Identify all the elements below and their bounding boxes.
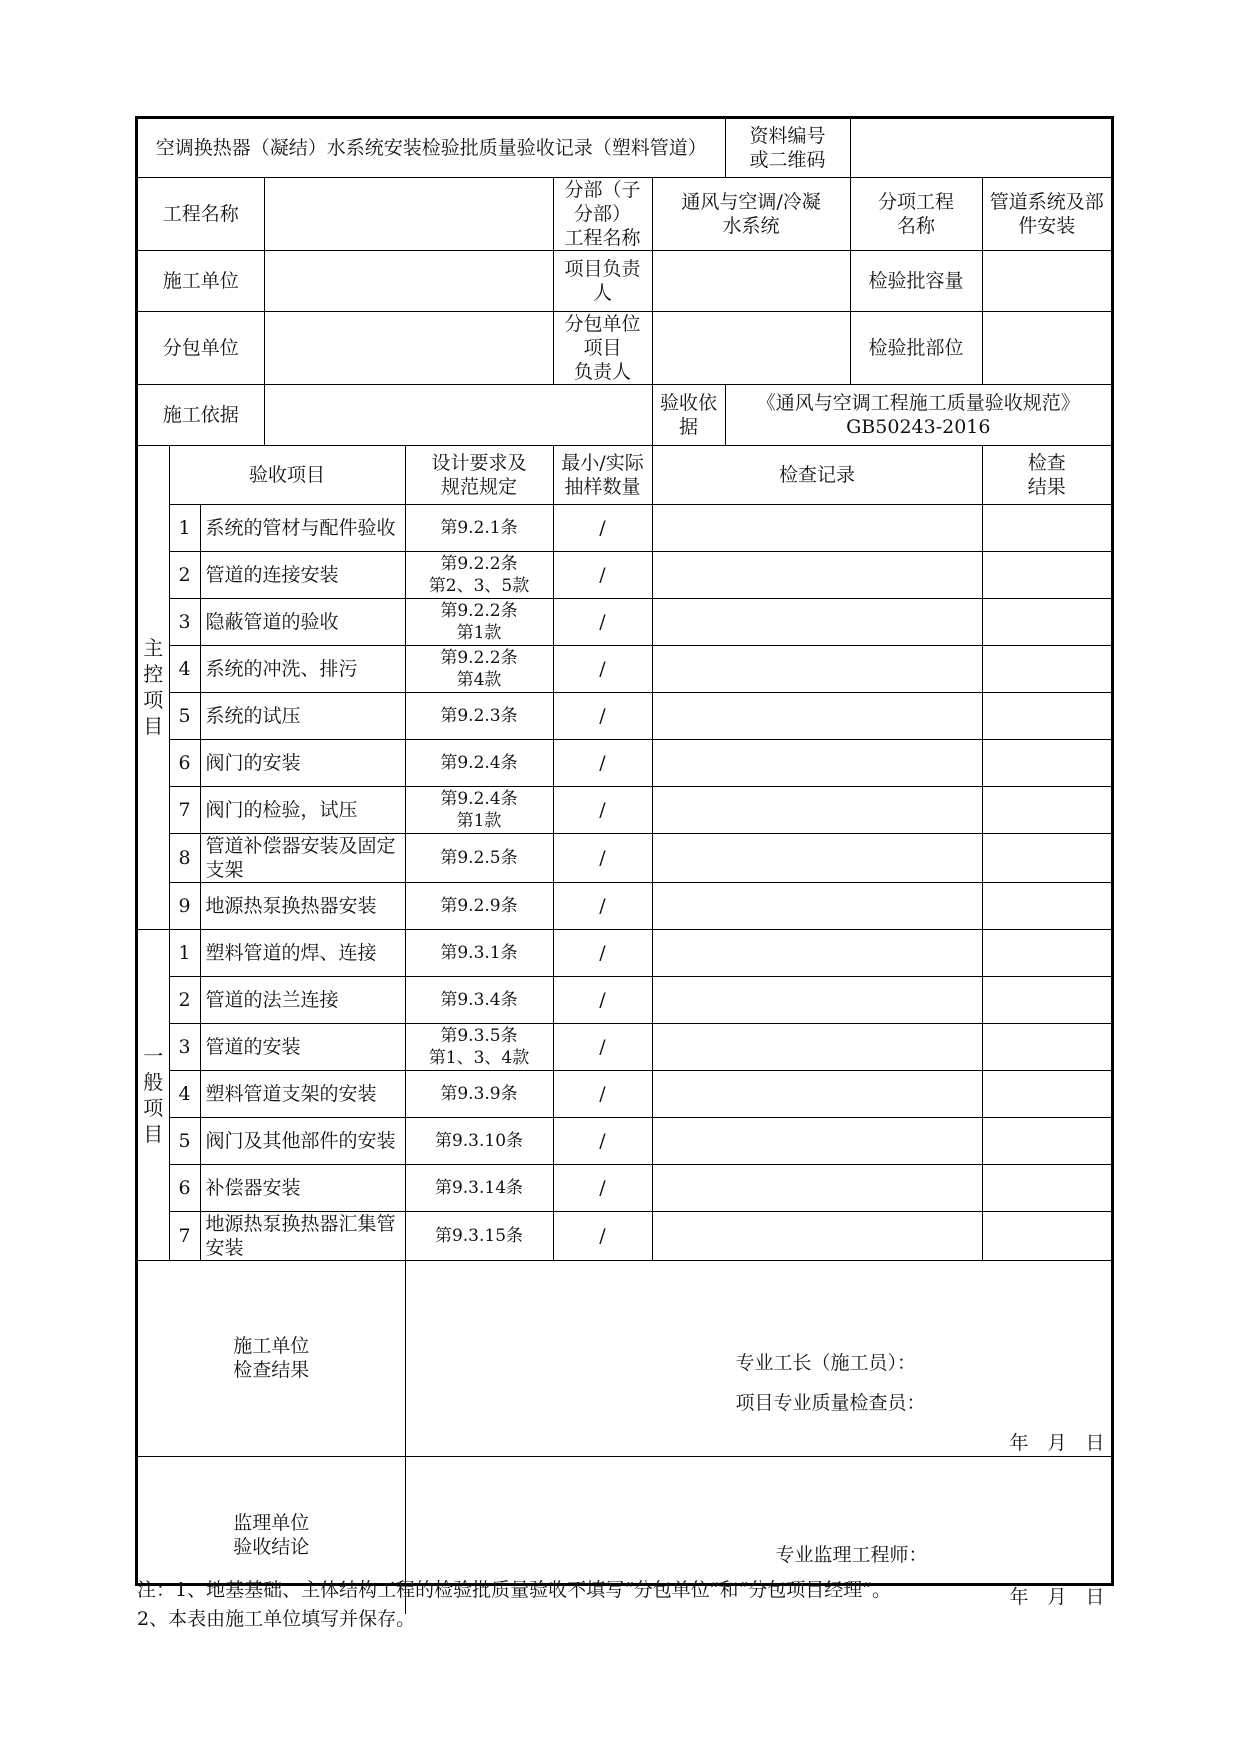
pm-field[interactable]	[652, 250, 850, 311]
table-row	[138, 1023, 1111, 1070]
acceptance-basis-value: 《通风与空调工程施工质量验收规范》 GB50243-2016	[725, 384, 1111, 445]
item-name: 系统的冲洗、排污	[200, 645, 405, 692]
item-clause: 第9.3.1条	[405, 929, 553, 976]
item-clause: 第9.2.5条	[405, 833, 553, 882]
item-record-field[interactable]	[652, 551, 982, 598]
item-clause: 第9.2.9条	[405, 882, 553, 929]
item-record-field[interactable]	[652, 739, 982, 786]
project-name-label: 工程名称	[138, 177, 264, 250]
sub-pm-label: 分包单位项目 负责人	[553, 311, 652, 384]
item-result-field[interactable]	[982, 1211, 1111, 1260]
table-row	[138, 1070, 1111, 1117]
item-result-field[interactable]	[982, 976, 1111, 1023]
main-items-label: 主 控 项 目	[138, 445, 169, 929]
batch-capacity-field[interactable]	[982, 250, 1111, 311]
item-record-field[interactable]	[652, 1117, 982, 1164]
item-result-field[interactable]	[982, 929, 1111, 976]
item-number: 3	[169, 598, 200, 645]
table-row	[138, 739, 1111, 786]
col-sample-header: 最小/实际 抽样数量	[553, 445, 652, 504]
item-sample: /	[553, 645, 652, 692]
table-row	[138, 1164, 1111, 1211]
item-name: 隐蔽管道的验收	[200, 598, 405, 645]
item-clause: 第9.2.4条 第1款	[405, 786, 553, 833]
item-sample: /	[553, 833, 652, 882]
item-clause: 第9.3.14条	[405, 1164, 553, 1211]
item-record-field[interactable]	[652, 504, 982, 551]
form-title: 空调换热器（凝结）水系统安装检验批质量验收记录（塑料管道）	[138, 119, 725, 177]
item-name: 管道补偿器安装及固定支架	[200, 833, 405, 882]
col-requirement-header: 设计要求及 规范规定	[405, 445, 553, 504]
item-name: 管道的安装	[200, 1023, 405, 1070]
table-row	[138, 833, 1111, 882]
form-table	[138, 119, 1111, 1614]
acceptance-basis-label: 验收依据	[652, 384, 725, 445]
subitem-value: 管道系统及部件安装	[982, 177, 1111, 250]
item-sample: /	[553, 1023, 652, 1070]
note-line: 2、本表由施工单位填写并保存。	[137, 1608, 416, 1630]
item-name: 塑料管道支架的安装	[200, 1070, 405, 1117]
construction-basis-label: 施工依据	[138, 384, 264, 445]
item-number: 1	[169, 929, 200, 976]
item-record-field[interactable]	[652, 598, 982, 645]
item-name: 系统的管材与配件验收	[200, 504, 405, 551]
item-clause: 第9.2.3条	[405, 692, 553, 739]
item-clause: 第9.3.5条 第1、3、4款	[405, 1023, 553, 1070]
contractor-row	[138, 250, 1111, 311]
contractor-check-row	[138, 1260, 1111, 1456]
batch-location-field[interactable]	[982, 311, 1111, 384]
item-record-field[interactable]	[652, 645, 982, 692]
item-result-field[interactable]	[982, 1164, 1111, 1211]
item-result-field[interactable]	[982, 504, 1111, 551]
form-notes	[137, 1576, 891, 1634]
basis-row	[138, 384, 1111, 445]
title-row	[138, 119, 1111, 177]
item-number: 9	[169, 882, 200, 929]
item-name: 系统的试压	[200, 692, 405, 739]
supervising-engineer-label: 专业监理工程师：	[775, 1543, 928, 1566]
project-row	[138, 177, 1111, 250]
table-row	[138, 882, 1111, 929]
subcontractor-row	[138, 311, 1111, 384]
item-record-field[interactable]	[652, 929, 982, 976]
doc-no-field[interactable]	[850, 119, 1111, 177]
item-result-field[interactable]	[982, 1070, 1111, 1117]
item-result-field[interactable]	[982, 692, 1111, 739]
item-number: 8	[169, 833, 200, 882]
sub-pm-field[interactable]	[652, 311, 850, 384]
item-record-field[interactable]	[652, 976, 982, 1023]
item-name: 地源热泵换热器安装	[200, 882, 405, 929]
item-sample: /	[553, 1070, 652, 1117]
item-sample: /	[553, 504, 652, 551]
item-result-field[interactable]	[982, 1023, 1111, 1070]
table-row	[138, 976, 1111, 1023]
item-result-field[interactable]	[982, 551, 1111, 598]
item-result-field[interactable]	[982, 833, 1111, 882]
item-number: 5	[169, 1117, 200, 1164]
batch-location-label: 检验批部位	[850, 311, 982, 384]
item-result-field[interactable]	[982, 598, 1111, 645]
table-row	[138, 929, 1111, 976]
item-clause: 第9.3.4条	[405, 976, 553, 1023]
item-name: 管道的法兰连接	[200, 976, 405, 1023]
col-result-header: 检查 结果	[982, 445, 1111, 504]
supervisor-check-label: 监理单位 验收结论	[138, 1456, 405, 1614]
item-clause: 第9.2.2条 第4款	[405, 645, 553, 692]
table-row	[138, 645, 1111, 692]
table-row	[138, 1117, 1111, 1164]
supervisor-date-label: 年 月 日	[1009, 1585, 1105, 1608]
item-sample: /	[553, 739, 652, 786]
item-number: 3	[169, 1023, 200, 1070]
item-record-field[interactable]	[652, 692, 982, 739]
item-record-field[interactable]	[652, 786, 982, 833]
item-sample: /	[553, 786, 652, 833]
item-result-field[interactable]	[982, 1117, 1111, 1164]
table-row	[138, 598, 1111, 645]
table-row	[138, 504, 1111, 551]
item-record-field[interactable]	[652, 1070, 982, 1117]
item-name: 阀门的检验，试压	[200, 786, 405, 833]
item-sample: /	[553, 692, 652, 739]
item-name: 补偿器安装	[200, 1164, 405, 1211]
division-label: 分部（子分部） 工程名称	[553, 177, 652, 250]
item-number: 2	[169, 551, 200, 598]
contractor-label: 施工单位	[138, 250, 264, 311]
item-clause: 第9.3.10条	[405, 1117, 553, 1164]
item-clause: 第9.3.9条	[405, 1070, 553, 1117]
contractor-date-label: 年 月 日	[1009, 1431, 1105, 1454]
item-clause: 第9.2.1条	[405, 504, 553, 551]
item-number: 4	[169, 645, 200, 692]
contractor-field[interactable]	[264, 250, 553, 311]
subcontractor-label: 分包单位	[138, 311, 264, 384]
subcontractor-field[interactable]	[264, 311, 553, 384]
item-result-field[interactable]	[982, 786, 1111, 833]
project-name-field[interactable]	[264, 177, 553, 250]
item-number: 1	[169, 504, 200, 551]
col-record-header: 检查记录	[652, 445, 982, 504]
general-items-label: 一 般 项 目	[138, 929, 169, 1260]
item-name: 管道的连接安装	[200, 551, 405, 598]
pm-label: 项目负责人	[553, 250, 652, 311]
column-header-row	[138, 445, 1111, 504]
item-sample: /	[553, 882, 652, 929]
item-record-field[interactable]	[652, 1023, 982, 1070]
construction-basis-field[interactable]	[264, 384, 652, 445]
item-record-field[interactable]	[652, 1164, 982, 1211]
batch-capacity-label: 检验批容量	[850, 250, 982, 311]
item-number: 6	[169, 1164, 200, 1211]
division-value: 通风与空调/冷凝 水系统	[652, 177, 850, 250]
table-row	[138, 786, 1111, 833]
item-name: 阀门的安装	[200, 739, 405, 786]
subitem-label: 分项工程 名称	[850, 177, 982, 250]
note-line: 注：1、地基基础、主体结构工程的检验批质量验收不填写“分包单位”和“分包项目经理”。	[137, 1579, 891, 1601]
table-row	[138, 1211, 1111, 1260]
contractor-check-field[interactable]	[405, 1260, 1111, 1456]
item-number: 2	[169, 976, 200, 1023]
contractor-check-label: 施工单位 检查结果	[138, 1260, 405, 1456]
foreman-label: 专业工长（施工员）：	[735, 1351, 917, 1374]
item-sample: /	[553, 551, 652, 598]
item-name: 阀门及其他部件的安装	[200, 1117, 405, 1164]
quality-inspector-label: 项目专业质量检查员：	[735, 1391, 926, 1414]
item-sample: /	[553, 1164, 652, 1211]
table-row	[138, 692, 1111, 739]
item-name: 地源热泵换热器汇集管安装	[200, 1211, 405, 1260]
item-clause: 第9.2.2条 第2、3、5款	[405, 551, 553, 598]
item-sample: /	[553, 1211, 652, 1260]
item-record-field[interactable]	[652, 833, 982, 882]
item-sample: /	[553, 976, 652, 1023]
item-clause: 第9.2.4条	[405, 739, 553, 786]
item-number: 5	[169, 692, 200, 739]
item-number: 7	[169, 786, 200, 833]
item-number: 7	[169, 1211, 200, 1260]
item-record-field[interactable]	[652, 882, 982, 929]
item-result-field[interactable]	[982, 645, 1111, 692]
item-result-field[interactable]	[982, 882, 1111, 929]
col-item-header: 验收项目	[169, 445, 405, 504]
item-sample: /	[553, 1117, 652, 1164]
item-number: 4	[169, 1070, 200, 1117]
item-clause: 第9.2.2条 第1款	[405, 598, 553, 645]
item-record-field[interactable]	[652, 1211, 982, 1260]
item-number: 6	[169, 739, 200, 786]
item-clause: 第9.3.15条	[405, 1211, 553, 1260]
doc-no-label: 资料编号 或二维码	[725, 119, 850, 177]
item-sample: /	[553, 598, 652, 645]
item-name: 塑料管道的焊、连接	[200, 929, 405, 976]
item-sample: /	[553, 929, 652, 976]
table-row	[138, 551, 1111, 598]
item-result-field[interactable]	[982, 739, 1111, 786]
